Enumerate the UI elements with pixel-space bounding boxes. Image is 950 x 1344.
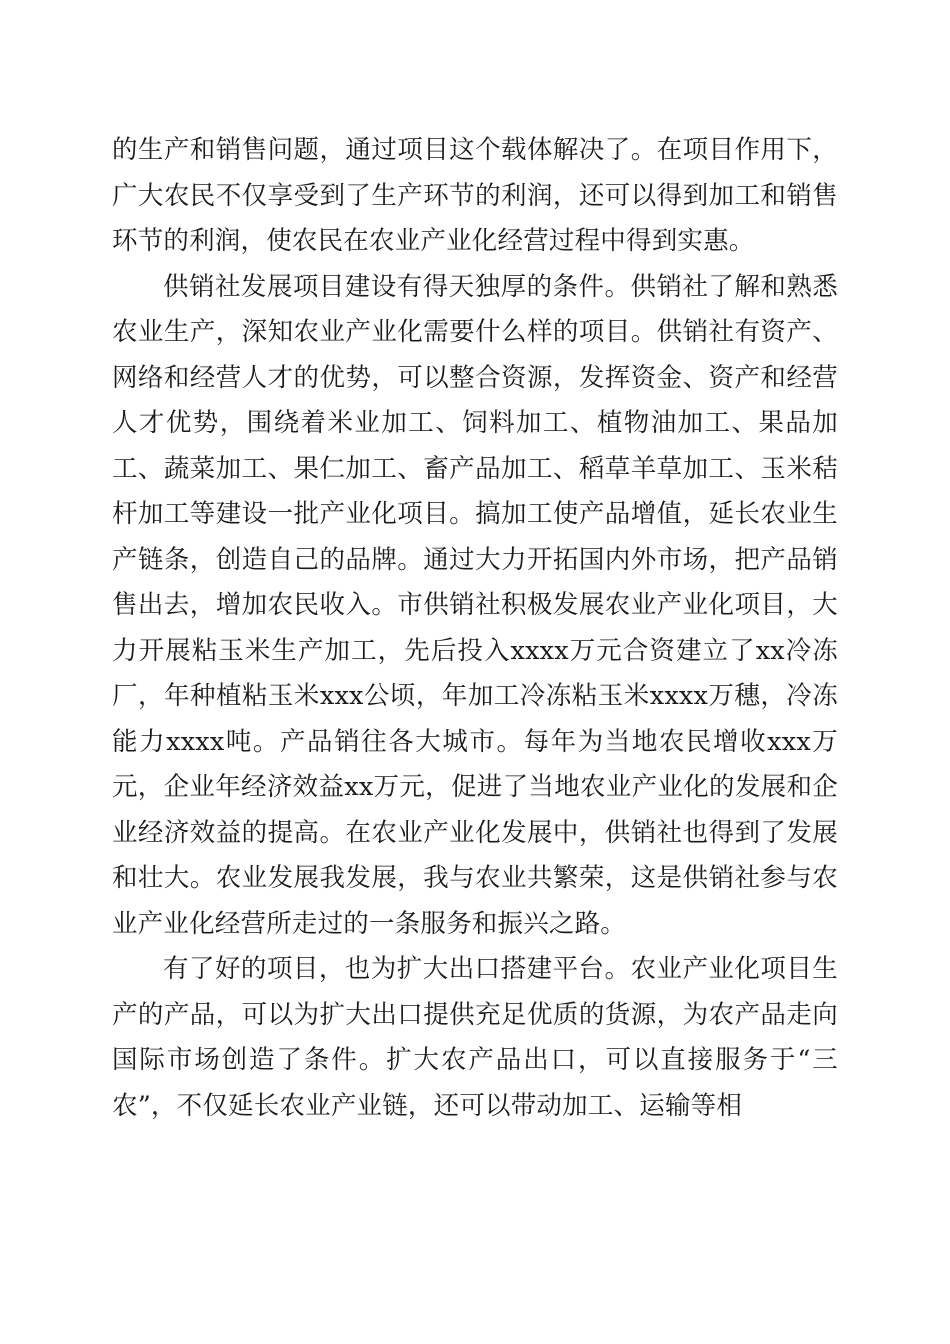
paragraph-3: 有了好的项目，也为扩大出口搭建平台。农业产业化项目生产的产品，可以为扩大出口提供充足优质的货源，为农产品走向国际市场创造了条件。扩大农产品出口，可以直接服务于“三农”，不仅延长农业产业链，还可以带动加工、运输等相 (112, 954, 838, 1121)
paragraph-2: 供销社发展项目建设有得天独厚的条件。供销社了解和熟悉农业生产，深知农业产业化需要什么样的项目。供销社有资产、网络和经营人才的优势，可以整合资源，发挥资金、资产和经营人才优势，围绕着米业加工、饲料加工、植物油加工、果品加工、蔬菜加工、果仁加工、畜产品加工、稻草羊草加工、玉米秸杆加工等建设一批产业化项目。搞加工使产品增值，延长农业生产链条，创造自己的品牌。通过大力开拓国内外市场，把产品销售出去，增加农民收入。市供销社积极发展农业产业化项目，大力开展粘玉米生产加工，先后投入xxxx万元合资建立了xx冷冻厂，年种植粘玉米xxx公顷，年加工冷冻粘玉米xxxx万穗，冷冻能力xxxx吨。产品销往各大城市。每年为当地农民增收xxx万元，企业年经济效益xx万元，促进了当地农业产业化的发展和企业经济效益的提高。在农业产业化发展中，供销社也得到了发展和壮大。农业发展我发展，我与农业共繁荣，这是供销社参与农业产业化经营所走过的一条服务和振兴之路。 (112, 271, 838, 939)
paragraph-1: 的生产和销售问题，通过项目这个载体解决了。在项目作用下，广大农民不仅享受到了生产环节的利润，还可以得到加工和销售环节的利润，使农民在农业产业化经营过程中得到实惠。 (112, 135, 838, 256)
document-body (112, 128, 838, 1129)
